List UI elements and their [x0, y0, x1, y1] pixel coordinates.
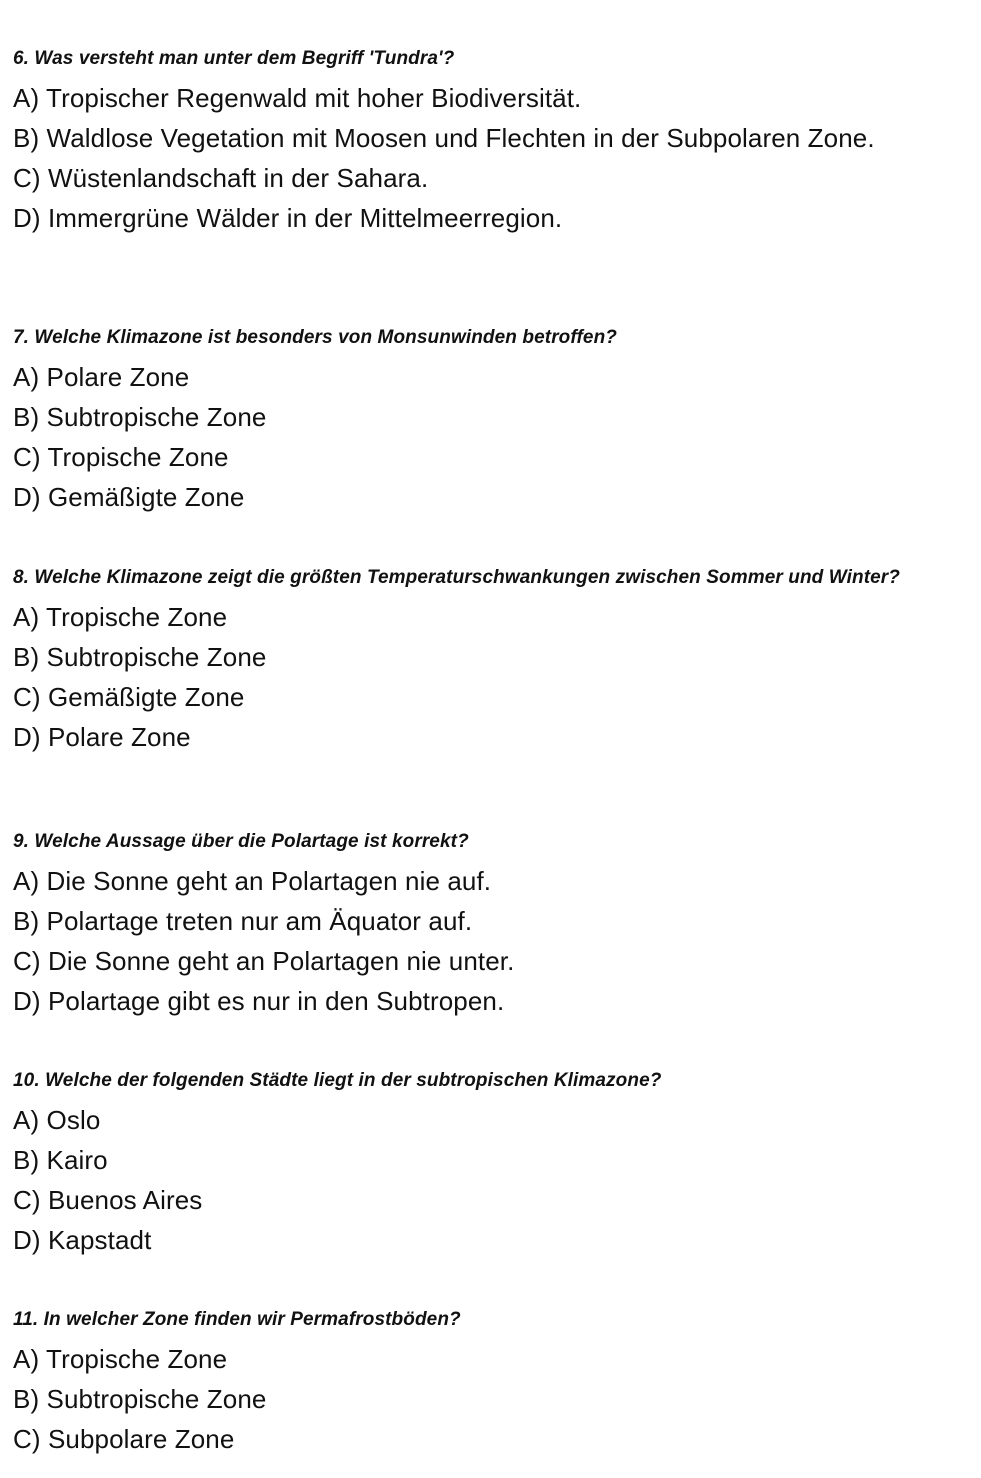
question-9: [13, 830, 943, 1021]
answer-option-b: B) Kairo: [13, 1145, 108, 1175]
answer-option-b: B) Subtropische Zone: [13, 1384, 267, 1414]
answer-options: [13, 1339, 943, 1459]
answer-option-c: C) Wüstenlandschaft in der Sahara.: [13, 163, 429, 193]
answer-option-d: D) Kapstadt: [13, 1225, 152, 1255]
answer-option-a: A) Polare Zone: [13, 362, 190, 392]
question-title: 10. Welche der folgenden Städte liegt in der subtropischen Klimazone?: [13, 1070, 662, 1091]
question-title: 7. Welche Klimazone ist besonders von Monsunwinden betroffen?: [13, 327, 617, 348]
question-11: [13, 1308, 943, 1459]
question-title: 9. Welche Aussage über die Polartage ist korrekt?: [13, 831, 469, 852]
answer-option-a: A) Tropische Zone: [13, 602, 228, 632]
answer-option-a: A) Tropischer Regenwald mit hoher Biodiversität.: [13, 83, 582, 113]
answer-option-b: B) Polartage treten nur am Äquator auf.: [13, 906, 473, 936]
question-title: 6. Was versteht man unter dem Begriff 'Tundra'?: [13, 48, 455, 69]
question-10: [13, 1069, 943, 1260]
question-7: [13, 326, 943, 517]
answer-option-d: D) Polare Zone: [13, 722, 191, 752]
answer-option-d: D) Polartage gibt es nur in den Subtropen.: [13, 986, 505, 1016]
answer-option-c: C) Subpolare Zone: [13, 1424, 235, 1454]
question-8: [13, 566, 943, 757]
answer-option-c: C) Buenos Aires: [13, 1185, 203, 1215]
answer-option-d: D) Immergrüne Wälder in der Mittelmeerregion.: [13, 203, 563, 233]
answer-option-b: B) Subtropische Zone: [13, 402, 267, 432]
answer-option-a: A) Die Sonne geht an Polartagen nie auf.: [13, 866, 492, 896]
answer-options: [13, 597, 943, 757]
question-title: 8. Welche Klimazone zeigt die größten Temperaturschwankungen zwischen Sommer und Winter?: [13, 567, 901, 588]
answer-option-b: B) Waldlose Vegetation mit Moosen und Flechten in der Subpolaren Zone.: [13, 123, 875, 153]
answer-options: [13, 78, 943, 238]
answer-option-c: C) Die Sonne geht an Polartagen nie unter.: [13, 946, 515, 976]
answer-option-b: B) Subtropische Zone: [13, 642, 267, 672]
answer-options: [13, 861, 943, 1021]
question-title: 11. In welcher Zone finden wir Permafrostböden?: [13, 1309, 461, 1330]
answer-options: [13, 1100, 943, 1260]
answer-option-c: C) Gemäßigte Zone: [13, 682, 245, 712]
answer-option-c: C) Tropische Zone: [13, 442, 229, 472]
answer-options: [13, 357, 943, 517]
answer-option-a: A) Tropische Zone: [13, 1344, 228, 1374]
answer-option-d: D) Gemäßigte Zone: [13, 482, 245, 512]
answer-option-a: A) Oslo: [13, 1105, 101, 1135]
question-6: [13, 47, 943, 238]
